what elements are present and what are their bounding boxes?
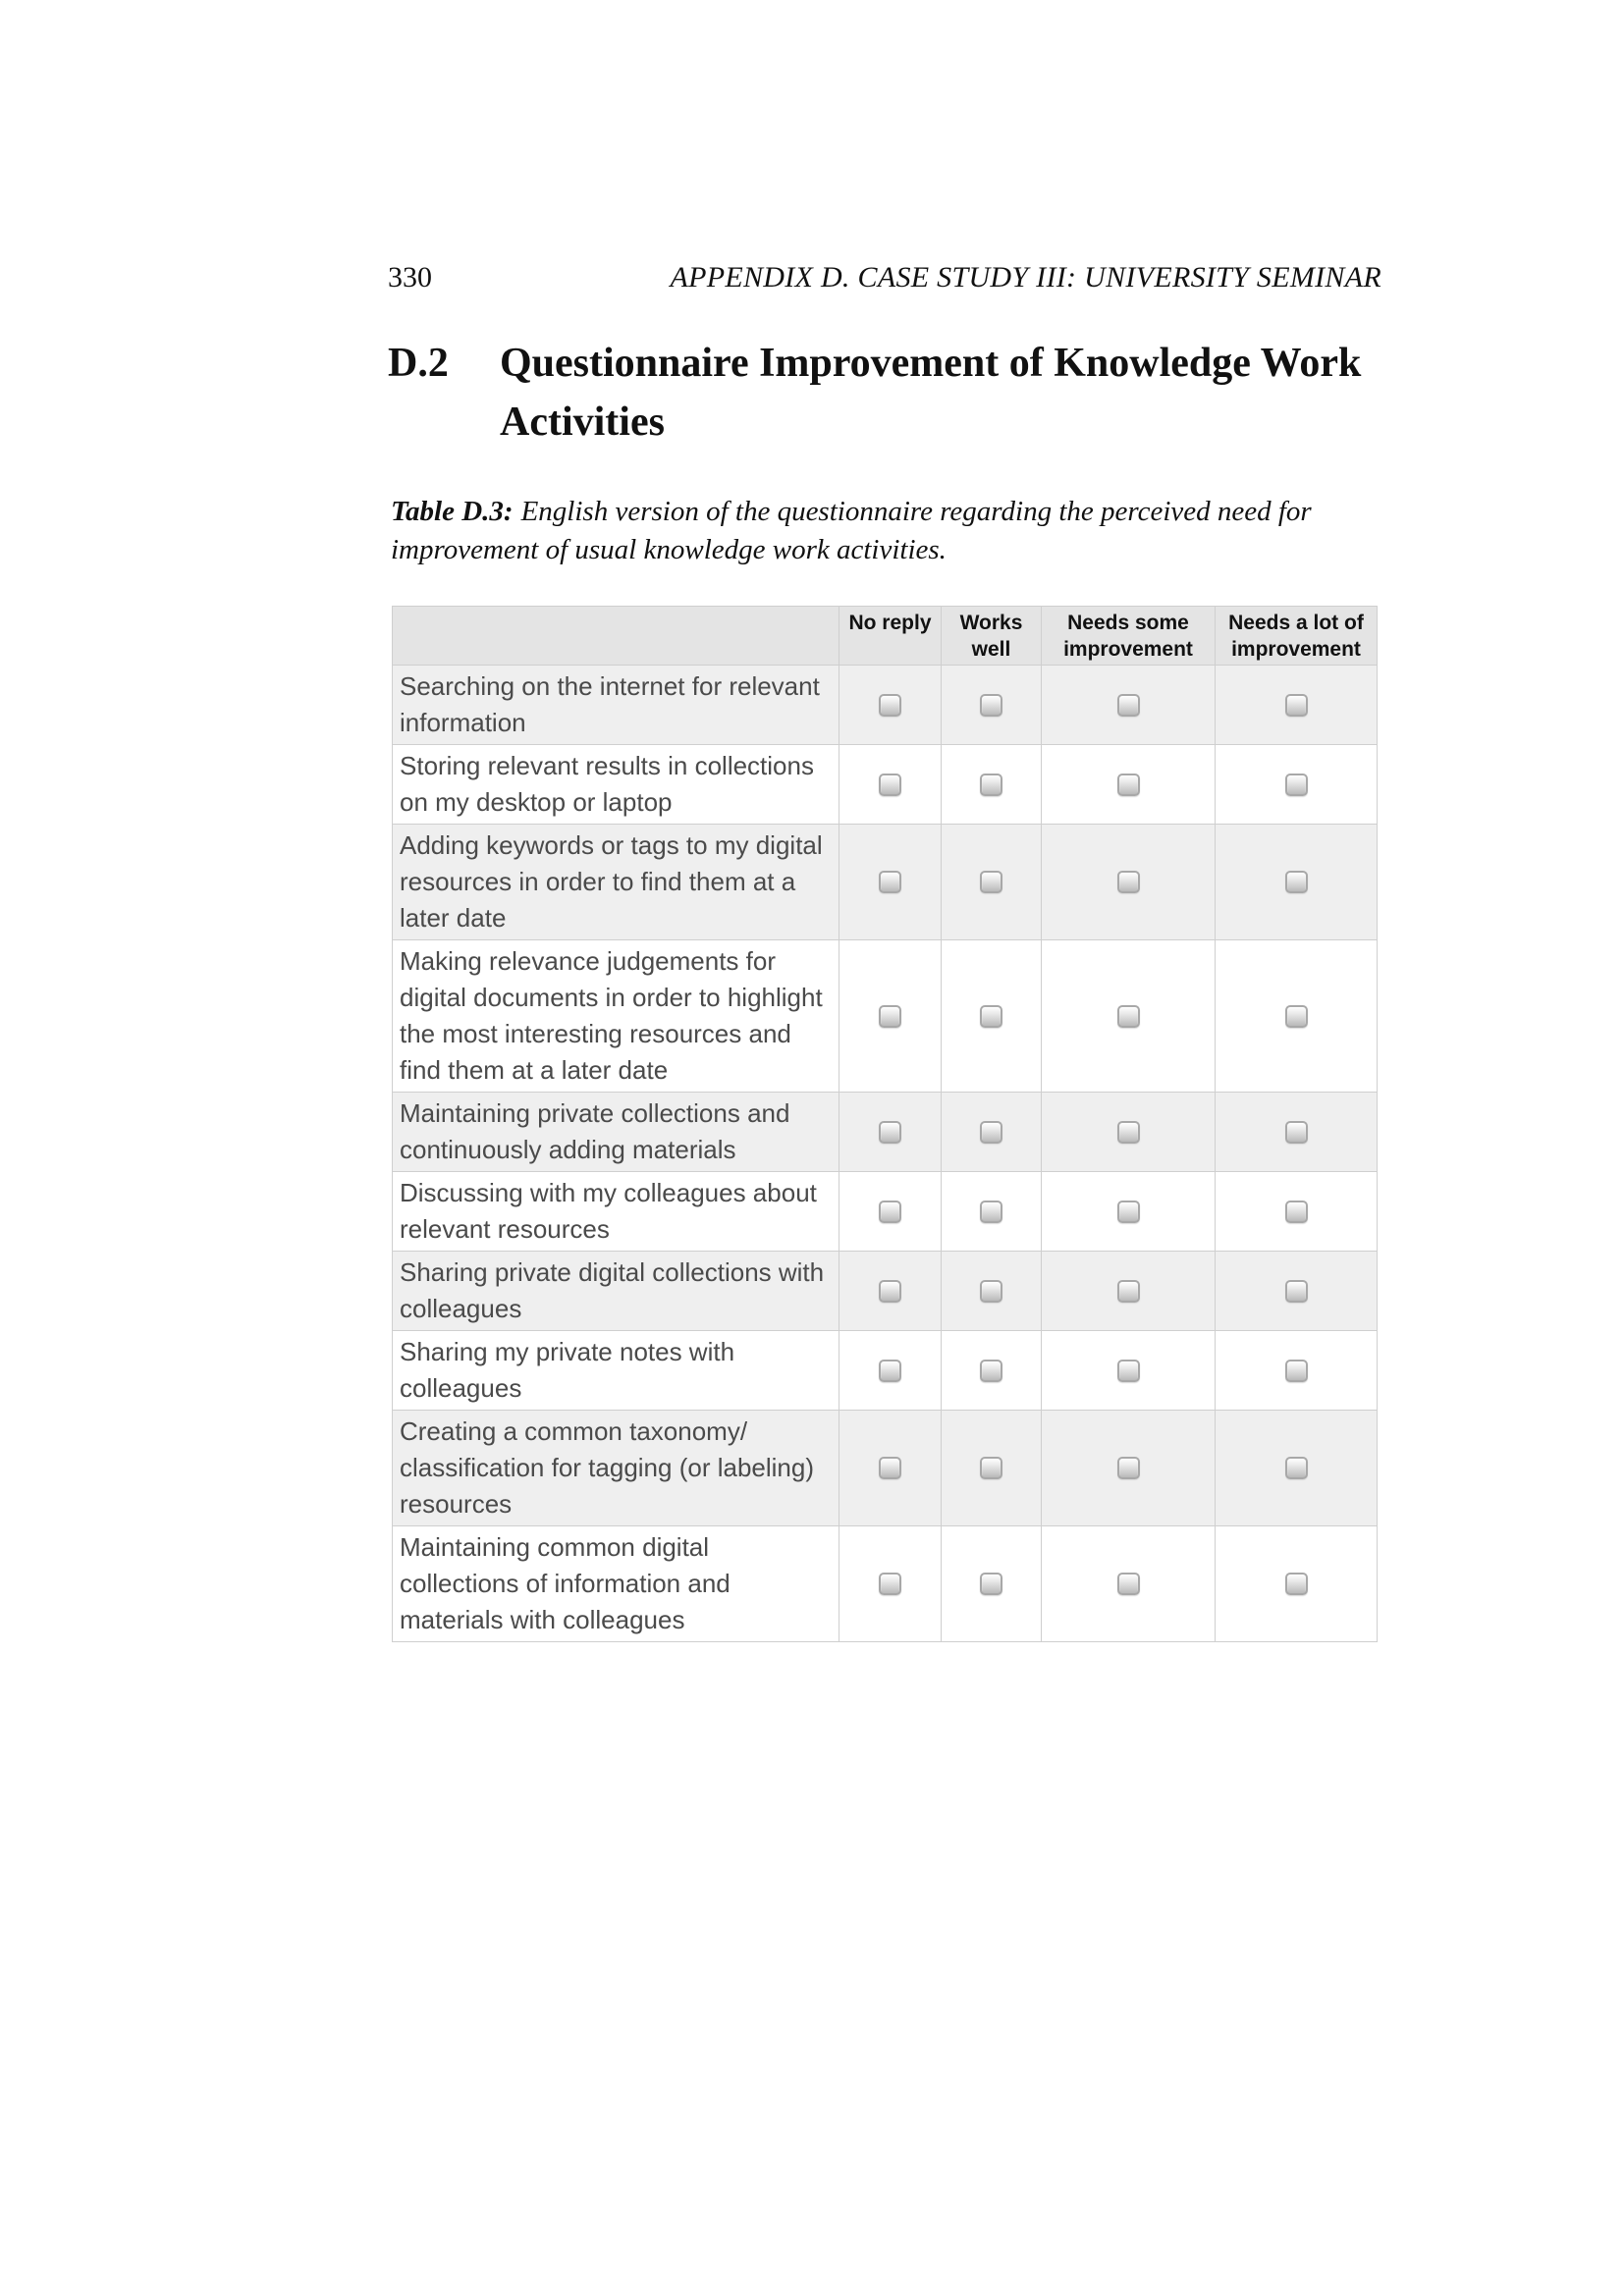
response-checkbox[interactable]	[879, 1121, 901, 1144]
column-header: Works well	[942, 607, 1042, 666]
response-checkbox[interactable]	[1285, 1005, 1308, 1028]
response-checkbox[interactable]	[1117, 774, 1140, 796]
checkbox-cell	[1042, 1331, 1216, 1411]
checkbox-cell	[1042, 1252, 1216, 1331]
running-head	[388, 258, 1381, 297]
checkbox-cell	[1042, 1526, 1216, 1642]
response-checkbox[interactable]	[879, 774, 901, 796]
checkbox-cell	[1216, 825, 1378, 940]
checkbox-cell	[839, 1331, 942, 1411]
response-checkbox[interactable]	[1285, 1121, 1308, 1144]
response-checkbox[interactable]	[1285, 871, 1308, 893]
activity-label: Sharing my private notes with colleagues	[393, 1331, 839, 1411]
response-checkbox[interactable]	[1285, 694, 1308, 717]
checkbox-cell	[942, 940, 1042, 1093]
response-checkbox[interactable]	[879, 694, 901, 717]
checkbox-cell	[1216, 745, 1378, 825]
response-checkbox[interactable]	[879, 1573, 901, 1595]
section-number: D.2	[388, 341, 449, 386]
checkbox-cell	[1216, 1411, 1378, 1526]
checkbox-cell	[1042, 745, 1216, 825]
page-number: 330	[388, 261, 432, 294]
table-row	[393, 1331, 1378, 1411]
checkbox-cell	[839, 1093, 942, 1172]
checkbox-cell	[1216, 940, 1378, 1093]
checkbox-cell	[1042, 1172, 1216, 1252]
checkbox-cell	[1216, 666, 1378, 745]
response-checkbox[interactable]	[1285, 1573, 1308, 1595]
header-empty-cell	[393, 607, 839, 666]
response-checkbox[interactable]	[980, 1457, 1002, 1479]
running-title: APPENDIX D. CASE STUDY III: UNIVERSITY SEMINAR	[670, 261, 1381, 294]
response-checkbox[interactable]	[1117, 871, 1140, 893]
checkbox-cell	[839, 1172, 942, 1252]
response-checkbox[interactable]	[1117, 1457, 1140, 1479]
response-checkbox[interactable]	[980, 774, 1002, 796]
table-row	[393, 1411, 1378, 1526]
table-row	[393, 940, 1378, 1093]
checkbox-cell	[839, 825, 942, 940]
table-row	[393, 1252, 1378, 1331]
table-row	[393, 1526, 1378, 1642]
activity-label: Searching on the internet for relevant information	[393, 666, 839, 745]
response-checkbox[interactable]	[980, 871, 1002, 893]
response-checkbox[interactable]	[879, 871, 901, 893]
checkbox-cell	[942, 1252, 1042, 1331]
response-checkbox[interactable]	[1117, 694, 1140, 717]
response-checkbox[interactable]	[879, 1457, 901, 1479]
checkbox-cell	[1216, 1172, 1378, 1252]
checkbox-cell	[839, 1411, 942, 1526]
checkbox-cell	[839, 1252, 942, 1331]
activity-label: Maintaining private collections and continuously adding materials	[393, 1093, 839, 1172]
response-checkbox[interactable]	[1117, 1360, 1140, 1382]
checkbox-cell	[839, 940, 942, 1093]
activity-label: Adding keywords or tags to my digital resources in order to find them at a later date	[393, 825, 839, 940]
table-row	[393, 745, 1378, 825]
checkbox-cell	[1042, 666, 1216, 745]
activity-label: Making relevance judgements for digital documents in order to highlight the most interesting resources and find them at a later date	[393, 940, 839, 1093]
response-checkbox[interactable]	[980, 1573, 1002, 1595]
response-checkbox[interactable]	[1117, 1121, 1140, 1144]
column-header: Needs some improvement	[1042, 607, 1216, 666]
activity-label: Discussing with my colleagues about relevant resources	[393, 1172, 839, 1252]
checkbox-cell	[1216, 1093, 1378, 1172]
table-row	[393, 825, 1378, 940]
response-checkbox[interactable]	[1285, 774, 1308, 796]
checkbox-cell	[839, 1526, 942, 1642]
checkbox-cell	[839, 666, 942, 745]
response-checkbox[interactable]	[1117, 1005, 1140, 1028]
checkbox-cell	[1216, 1331, 1378, 1411]
response-checkbox[interactable]	[980, 1201, 1002, 1223]
activity-label: Maintaining common digital collections of information and materials with colleagues	[393, 1526, 839, 1642]
activity-label: Creating a common taxonomy/ classification for tagging (or labeling) resources	[393, 1411, 839, 1526]
activity-label: Storing relevant results in collections on my desktop or laptop	[393, 745, 839, 825]
response-checkbox[interactable]	[980, 1280, 1002, 1303]
caption-text: English version of the questionnaire regarding the perceived need for improvement of usual knowledge work activities.	[391, 496, 1312, 565]
response-checkbox[interactable]	[980, 1005, 1002, 1028]
section-title: Questionnaire Improvement of Knowledge Work Activities	[500, 341, 1362, 445]
checkbox-cell	[1042, 1411, 1216, 1526]
response-checkbox[interactable]	[1285, 1201, 1308, 1223]
header-row	[393, 607, 1378, 666]
column-header: Needs a lot of improvement	[1216, 607, 1378, 666]
response-checkbox[interactable]	[879, 1360, 901, 1382]
activity-label: Sharing private digital collections with colleagues	[393, 1252, 839, 1331]
response-checkbox[interactable]	[980, 1360, 1002, 1382]
column-header: No reply	[839, 607, 942, 666]
caption-label: Table D.3:	[391, 496, 514, 527]
checkbox-cell	[942, 1172, 1042, 1252]
table-row	[393, 1093, 1378, 1172]
table-caption	[391, 493, 1380, 569]
response-checkbox[interactable]	[879, 1280, 901, 1303]
table-row	[393, 1172, 1378, 1252]
checkbox-cell	[1216, 1526, 1378, 1642]
questionnaire-table	[392, 606, 1378, 1642]
checkbox-cell	[942, 1331, 1042, 1411]
response-checkbox[interactable]	[1117, 1280, 1140, 1303]
response-checkbox[interactable]	[879, 1005, 901, 1028]
checkbox-cell	[942, 1526, 1042, 1642]
checkbox-cell	[942, 825, 1042, 940]
response-checkbox[interactable]	[1117, 1201, 1140, 1223]
checkbox-cell	[942, 666, 1042, 745]
response-checkbox[interactable]	[980, 1121, 1002, 1144]
checkbox-cell	[1216, 1252, 1378, 1331]
response-checkbox[interactable]	[1285, 1280, 1308, 1303]
checkbox-cell	[1042, 940, 1216, 1093]
checkbox-cell	[942, 745, 1042, 825]
checkbox-cell	[839, 745, 942, 825]
checkbox-cell	[942, 1093, 1042, 1172]
response-checkbox[interactable]	[1285, 1457, 1308, 1479]
checkbox-cell	[1042, 1093, 1216, 1172]
checkbox-cell	[942, 1411, 1042, 1526]
response-checkbox[interactable]	[1285, 1360, 1308, 1382]
table-row	[393, 666, 1378, 745]
response-checkbox[interactable]	[980, 694, 1002, 717]
response-checkbox[interactable]	[879, 1201, 901, 1223]
response-checkbox[interactable]	[1117, 1573, 1140, 1595]
checkbox-cell	[1042, 825, 1216, 940]
